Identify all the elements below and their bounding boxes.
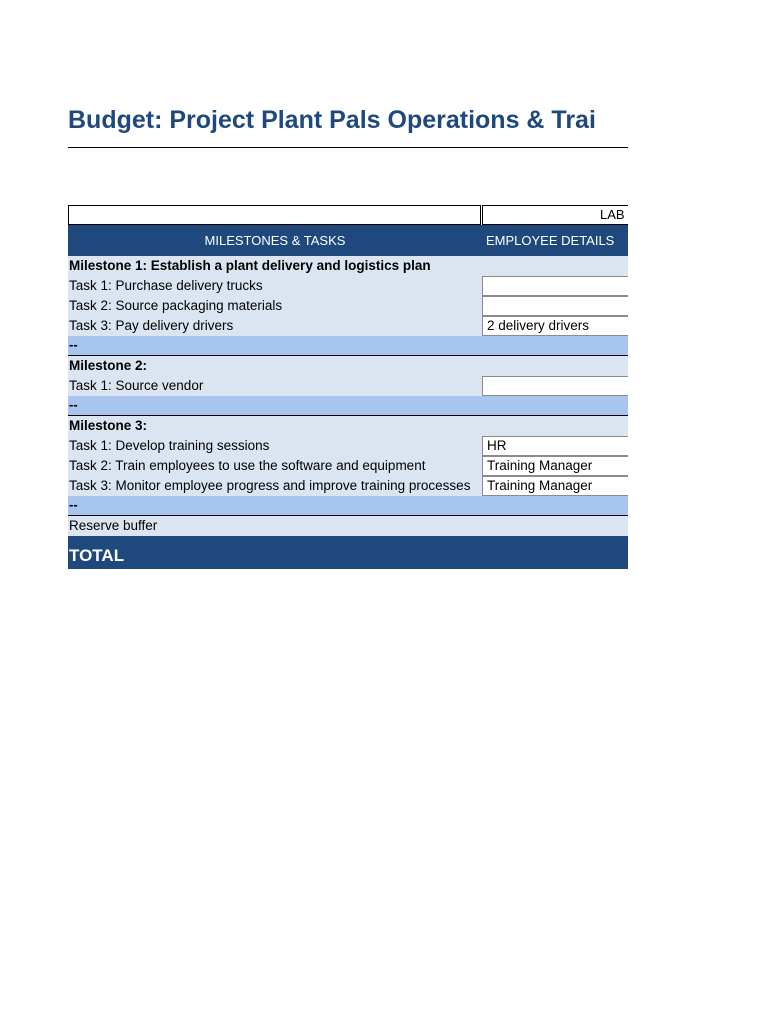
task-name[interactable]: Task 1: Develop training sessions <box>69 438 270 453</box>
separator-row <box>68 396 628 416</box>
task-row <box>68 296 628 316</box>
task-row <box>68 316 628 336</box>
milestones-tasks-header[interactable]: MILESTONES & TASKS <box>204 233 346 248</box>
total-label[interactable]: TOTAL <box>69 546 125 565</box>
employee-details-cell[interactable]: HR <box>482 436 628 456</box>
employee-details-cell[interactable] <box>482 296 628 316</box>
separator-row <box>68 336 628 356</box>
reserve-row <box>68 516 628 536</box>
employee-details-header[interactable]: EMPLOYEE DETAILS <box>486 233 615 248</box>
task-row <box>68 276 628 296</box>
employee-details-cell[interactable]: 2 delivery drivers <box>482 316 628 336</box>
separator-label[interactable]: -- <box>69 397 78 412</box>
separator-label[interactable]: -- <box>69 497 78 512</box>
labor-header-cell[interactable] <box>482 205 628 225</box>
milestone-title[interactable]: Milestone 2: <box>69 358 148 373</box>
task-name[interactable]: Task 2: Source packaging materials <box>69 298 283 313</box>
employee-details-cell[interactable] <box>482 276 628 296</box>
task-name[interactable]: Task 1: Source vendor <box>69 378 204 393</box>
blank-header-cell[interactable] <box>68 205 481 225</box>
separator-row <box>68 496 628 516</box>
title-divider <box>68 147 628 148</box>
milestone-title[interactable]: Milestone 3: <box>69 418 148 433</box>
employee-details-cell[interactable]: Training Manager <box>482 476 628 496</box>
task-row <box>68 456 628 476</box>
task-name[interactable]: Task 1: Purchase delivery trucks <box>69 278 263 293</box>
page-title: Budget: Project Plant Pals Operations & Trai <box>68 106 596 134</box>
budget-sheet <box>68 205 628 569</box>
task-name[interactable]: Task 2: Train employees to use the software and equipment <box>69 458 426 473</box>
employee-details-cell[interactable] <box>482 376 628 396</box>
task-row <box>68 436 628 456</box>
task-row <box>68 376 628 396</box>
task-name[interactable]: Task 3: Pay delivery drivers <box>69 318 234 333</box>
employee-details-cell[interactable]: Training Manager <box>482 456 628 476</box>
milestone-row <box>68 416 628 436</box>
milestone-row <box>68 256 628 276</box>
column-header-row <box>68 225 628 256</box>
task-row <box>68 476 628 496</box>
total-row <box>68 536 628 569</box>
labor-header-label: LAB <box>600 207 625 222</box>
milestone-title[interactable]: Milestone 1: Establish a plant delivery and logistics plan <box>69 258 431 273</box>
labor-header-row <box>68 205 628 225</box>
separator-label[interactable]: -- <box>69 337 78 352</box>
milestone-row <box>68 356 628 376</box>
reserve-label[interactable]: Reserve buffer <box>69 518 158 533</box>
task-name[interactable]: Task 3: Monitor employee progress and improve training processes <box>69 478 471 493</box>
